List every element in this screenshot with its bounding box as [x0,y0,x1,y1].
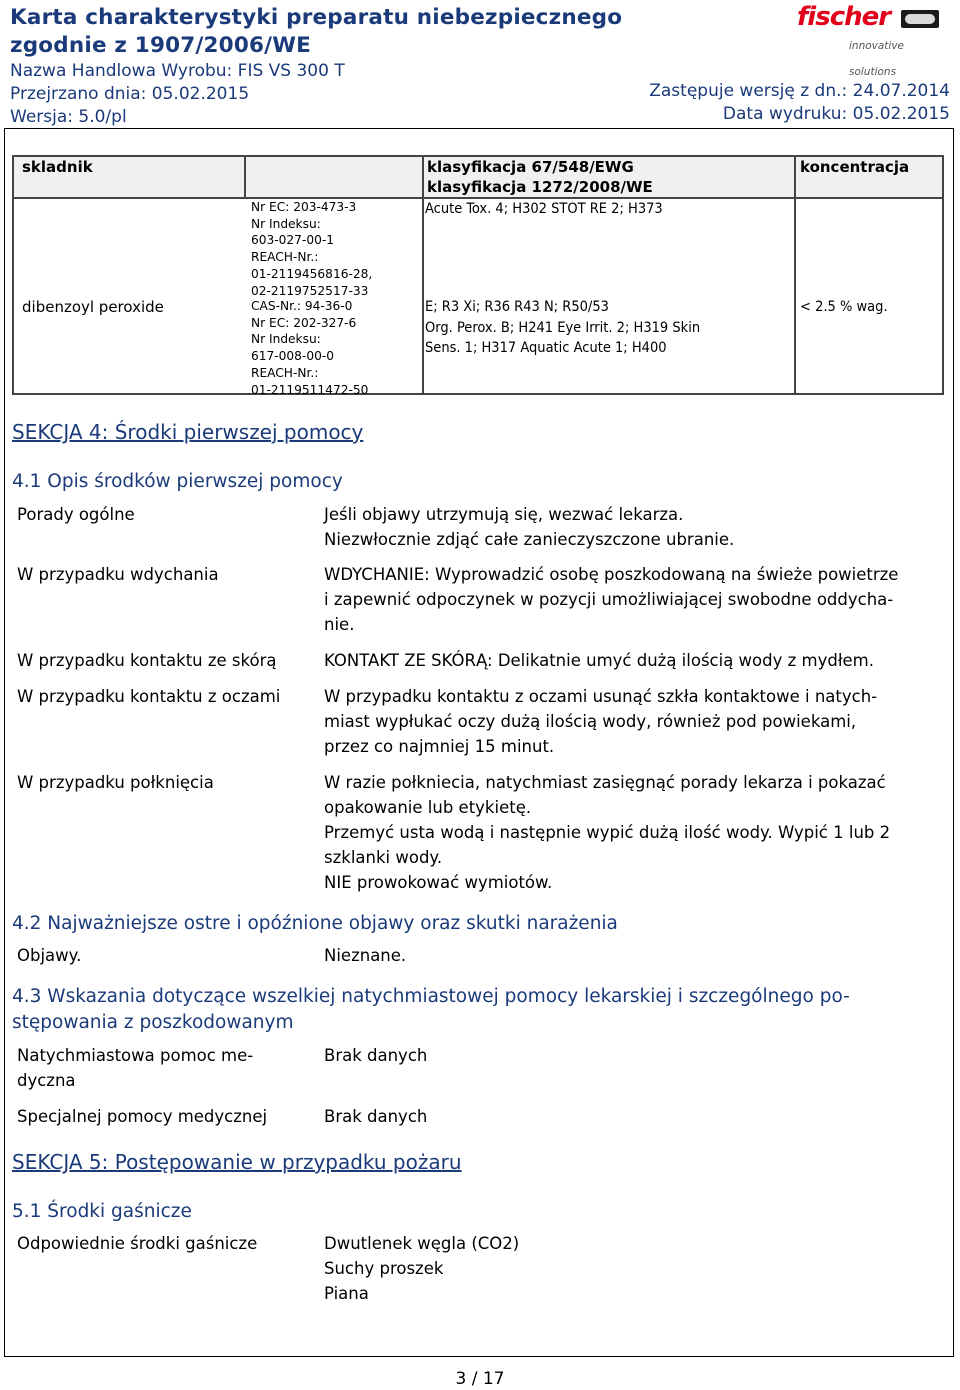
section51-title: 5.1 Środki gaśnicze [12,1201,192,1222]
immediate-aid-label: Natychmiastowa pomoc me- dyczna [17,1046,254,1090]
section5-title: SEKCJA 5: Postępowanie w przypadku pożaru [12,1150,462,1174]
revision-date: Przejrzano dnia: 05.02.2015 [10,84,250,104]
immediate-aid-text: Brak danych [324,1046,428,1065]
extinguishing-media-text: Dwutlenek węgla (CO2) Suchy proszek Piana [324,1234,520,1303]
component-name: dibenzoyl peroxide [22,298,164,316]
inhalation-text: WDYCHANIE: Wyprowadzić osobę poszkodowaną na świeże powietrze i zapewnić odpoczynek w pozycji umożliwiającej swobodne oddycha- nie. [324,565,899,634]
general-advice-label: Porady ogólne [17,505,135,524]
trade-name: Nazwa Handlowa Wyrobu: FIS VS 300 T [10,61,345,81]
header-class-67548: klasyfikacja 67/548/EWG [427,158,634,176]
doc-title-line2: zgodnie z 1907/2006/WE [10,33,311,58]
section43-title: 4.3 Wskazania dotyczące wszelkiej natychmiastowej pomocy lekarskiej i szczególnego po- stępowania z poszkodowanym [12,986,850,1033]
row-top-ids: Nr EC: 203-473-3 Nr Indeksu: 603-027-00-1 REACH-Nr.: 01-2119456816-28, 02-2119752517-33 [251,200,373,298]
inhalation-label: W przypadku wdychania [17,565,219,584]
version: Wersja: 5.0/pl [10,107,127,127]
row-main-classification: E; R3 Xi; R36 R43 N; R50/53 Org. Perox. B; H241 Eye Irrit. 2; H319 Skin Sens. 1; H317 Aquatic Acute 1; H400 [425,299,701,356]
doc-title-line1: Karta charakterystyki preparatu niebezpiecznego [10,5,623,30]
row-top-classification: Acute Tox. 4; H302 STOT RE 2; H373 [425,201,663,217]
concentration-value: < 2.5 % wag. [800,299,888,315]
special-aid-text: Brak danych [324,1107,428,1126]
eye-contact-text: W przypadku kontaktu z oczami usunąć szkła kontaktowe i natych- miast wypłukać oczy dużą ilością wody, również pod powiekami, przez co najmniej 15 minut. [324,687,878,756]
header-component: skladnik [22,158,93,176]
section42-title: 4.2 Najważniejsze ostre i opóźnione objawy oraz skutki narażenia [12,913,618,934]
ingestion-text: W razie połkniecia, natychmiast zasięgnąć porady lekarza i pokazać opakowanie lub etykietę. Przemyć usta wodą i następnie wypić dużą ilość wody. Wypić 1 lub 2 szklanki wody. NIE prowokować wymiotów. [324,773,891,892]
skin-contact-label: W przypadku kontaktu ze skórą [17,651,277,670]
special-aid-label: Specjalnej pomocy medycznej [17,1107,268,1126]
logo-badge-icon [901,10,939,28]
section4-title: SEKCJA 4: Środki pierwszej pomocy [12,420,364,444]
symptoms-label: Objawy. [17,946,82,965]
ingestion-label: W przypadku połknięcia [17,773,214,792]
composition-table [12,155,944,395]
header-concentration: koncentracja [800,158,910,176]
symptoms-text: Nieznane. [324,946,407,965]
header-dates [649,80,950,126]
logo-tagline: innovative solutions [849,40,905,78]
print-date: Data wydruku: 05.02.2015 [722,104,950,124]
extinguishing-media-label: Odpowiednie środki gaśnicze [17,1234,258,1253]
logo-wordmark: fischer [797,2,891,32]
fischer-logo [797,2,947,78]
eye-contact-label: W przypadku kontaktu z oczami [17,687,281,706]
header-class-1272: klasyfikacja 1272/2008/WE [427,178,653,196]
page-number: 3 / 17 [455,1369,505,1389]
section41-title: 4.1 Opis środków pierwszej pomocy [12,471,343,492]
row-main-ids: CAS-Nr.: 94-36-0 Nr EC: 202-327-6 Nr Indeksu: 617-008-00-0 REACH-Nr.: 01-2119511472-50 [251,299,369,397]
skin-contact-text: KONTAKT ZE SKÓRĄ: Delikatnie umyć dużą ilością wody z mydłem. [324,651,875,670]
replaces-version: Zastępuje wersję z dn.: 24.07.2014 [649,81,950,101]
general-advice-text: Jeśli objawy utrzymują się, wezwać lekarza. Niezwłocznie zdjąć całe zanieczyszczone ubranie. [324,505,735,549]
